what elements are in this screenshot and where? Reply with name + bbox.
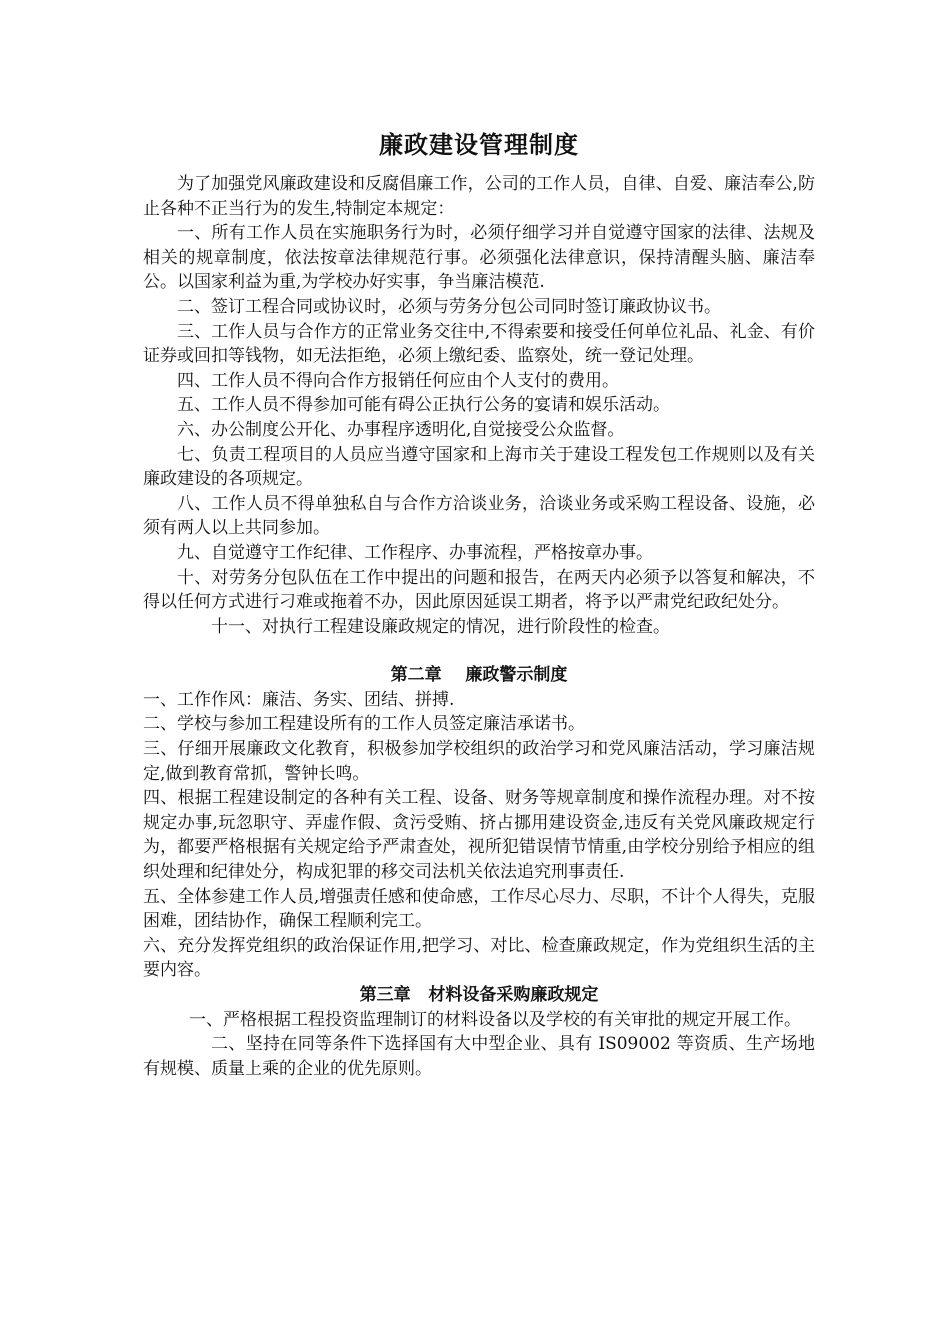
chapter-3-item: 一、严格根据工程投资监理制订的材料设备以及学校的有关审批的规定开展工作。 — [189, 1009, 801, 1030]
rule-item: 八、工作人员不得单独私自与合作方洽谈业务，洽谈业务或采购工程设备、设施，必须有两人以上共同参加。 — [143, 493, 815, 539]
rule-item: 十一、对执行工程建设廉政规定的情况，进行阶段性的检查。 — [211, 616, 670, 637]
chapter-2-item: 四、根据工程建设制定的各种有关工程、设备、财务等规章制度和操作流程办理。对不按规定办事,玩忽职守、弄虚作假、贪污受贿、挤占挪用建设资金,违反有关党风廉政规定行为，都要严格根据有关规定给予严肃查处，视所犯错误情节情重,由学校分别给予相应的组织处理和纪律处分，构成犯罪的移交司法机关依法追究刑事责任. — [143, 788, 815, 883]
rule-item: 十、对劳务分包队伍在工作中提出的问题和报告，在两天内必须予以答复和解决，不得以任何方式进行刁难或拖着不办，因此原因延误工期者，将予以严肃党纪政纪处分。 — [143, 567, 815, 613]
rule-item: 一、所有工作人员在实施职务行为时，必须仔细学习并自觉遵守国家的法律、法规及相关的规章制度，依法按章法律规范行事。必须强化法律意识，保持清醒头脑、廉洁奉公。以国家利益为重,为学校办好实事，争当廉洁模范. — [143, 223, 815, 293]
chapter-2-item: 二、学校与参加工程建设所有的工作人员签定廉洁承诺书。 — [143, 714, 585, 735]
chapter-2-item: 六、充分发挥党组织的政治保证作用,把学习、对比、检查廉政规定，作为党组织生活的主要内容。 — [143, 935, 815, 981]
rule-item: 七、负责工程项目的人员应当遵守国家和上海市关于建设工程发包工作规则以及有关廉政建设的各项规定。 — [143, 444, 815, 490]
chapter-2-item: 三、仔细开展廉政文化教育，积极参加学校组织的政治学习和党风廉洁活动，学习廉洁规定,做到教育常抓，警钟长鸣。 — [143, 739, 815, 784]
chapter-2-heading: 第二章 廉政警示制度 — [390, 665, 568, 686]
document-title: 廉政建设管理制度 — [379, 130, 579, 159]
intro-paragraph: 为了加强党风廉政建设和反腐倡廉工作，公司的工作人员，自律、自爱、廉洁奉公,防止各种不正当行为的发生,特制定本规定： — [143, 174, 815, 219]
document-page — [143, 128, 815, 1081]
rule-item: 四、工作人员不得向合作方报销任何应由个人支付的费用。 — [177, 370, 619, 391]
chapter-2-item: 一、工作作风：廉洁、务实、团结、拼搏. — [143, 689, 455, 710]
rule-item: 九、自觉遵守工作纪律、工作程序、办事流程，严格按章办事。 — [177, 542, 653, 563]
rule-item: 三、工作人员与合作方的正常业务交往中,不得索要和接受任何单位礼品、礼金、有价证券或回扣等钱物，如无法拒绝，必须上缴纪委、监察处，统一登记处理。 — [143, 321, 815, 367]
chapter-2-item: 五、全体参建工作人员,增强责任感和使命感，工作尽心尽力、尽职，不计个人得失，克服困难，团结协作，确保工程顺利完工。 — [143, 886, 815, 932]
rule-item: 二、签订工程合同或协议时，必须与劳务分包公司同时签订廉政协议书。 — [177, 296, 721, 317]
rule-item: 五、工作人员不得参加可能有碍公正执行公务的宴请和娱乐活动。 — [177, 395, 670, 416]
chapter-3-heading: 第三章 材料设备采购廉政规定 — [359, 985, 599, 1005]
chapter-3-item: 二、坚持在同等条件下选择国有大中型企业、具有 IS09002 等资质、生产场地有规模、质量上乘的企业的优先原则。 — [143, 1034, 815, 1079]
rule-item: 六、办公制度公开化、办事程序透明化,自觉接受公众监督。 — [177, 419, 625, 440]
